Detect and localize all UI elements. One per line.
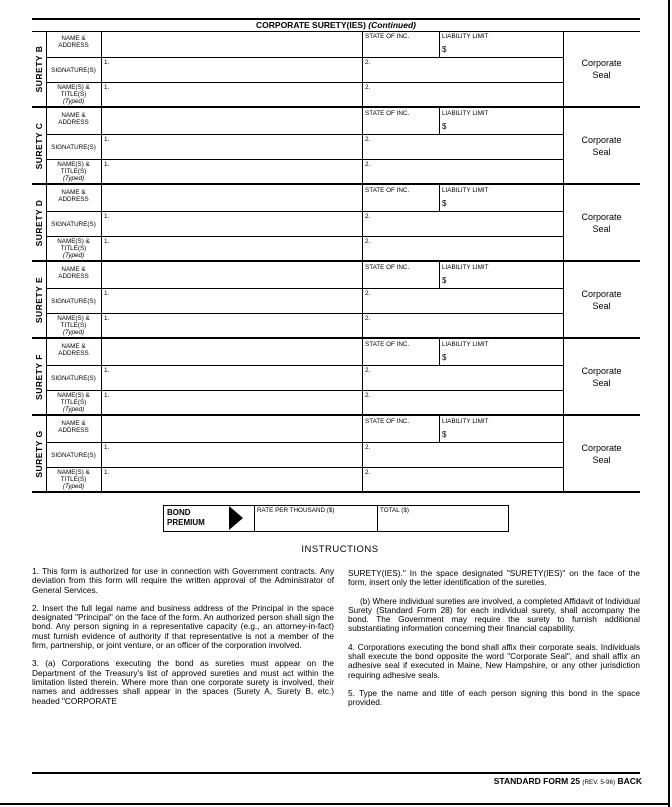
seal-text-1: Corporate: [581, 134, 622, 145]
corporate-seal-box: [563, 339, 640, 414]
surety-letter-cell: [32, 416, 46, 491]
surety-block-0: [32, 31, 640, 108]
surety-letter: SURETY F: [34, 354, 44, 400]
names-titles-label: NAME(S) & TITLE(S) (Typed): [57, 161, 90, 182]
corporate-seal-box: [563, 262, 640, 337]
bond-premium-label: BOND PREMIUM: [167, 508, 205, 527]
instruction-3a-continued: SURETY(IES)." In the space designated "SURETY(IES)" on the face of the form, insert only the letter identification of the sureties.: [348, 568, 640, 588]
footer-rule: [32, 772, 640, 774]
liability-limit-label: LIABILITY LIMIT: [442, 341, 489, 348]
surety-letter: SURETY C: [34, 122, 44, 170]
instruction-2: 2. Insert the full legal name and business address of the Principal in the space designated "Principal" on the face of the form. An authorized person shall sign the bond. Any person signing in a representative capacity (e.g., an attorney-in-fact) must furnish evidence of authority if that representative is not a member of the firm, partnership, or joint venture, or an officer of the corporation involved.: [32, 602, 334, 651]
liability-limit-label: LIABILITY LIMIT: [442, 264, 489, 271]
surety-block-1: [32, 108, 640, 185]
surety-letter: SURETY G: [34, 430, 44, 478]
surety-block-3: [32, 262, 640, 339]
corporate-seal-box: [563, 185, 640, 260]
surety-letter: SURETY B: [34, 45, 44, 93]
sureties-table: [32, 31, 640, 493]
instructions-left-column: [32, 567, 334, 715]
instruction-3a: 3. (a) Corporations executing the bond as sureties must appear on the Department of the Treasury's list of approved sureties and must act within the limitation listed therein. Where more than one corporate surety is involved, their names and addresses shall appear in the spaces (Surety A, Surety B, etc.) headed "CORPORATE: [32, 658, 334, 706]
bond-premium-box: [163, 505, 509, 532]
surety-letter-cell: [32, 31, 46, 106]
signature-1-number: 1.: [104, 290, 110, 297]
signature-1-number: 1.: [104, 213, 110, 220]
state-of-inc-label: STATE OF INC.: [365, 264, 410, 271]
name-2-number: 2.: [365, 392, 371, 399]
seal-text-2: Seal: [592, 69, 611, 80]
signatures-label: SIGNATURE(S): [51, 452, 96, 459]
corporate-seal-box: [563, 31, 640, 106]
form-number: STANDARD FORM 25: [493, 776, 581, 786]
seal-text-1: Corporate: [581, 365, 622, 376]
state-of-inc-label: STATE OF INC.: [365, 341, 410, 348]
surety-block-5: [32, 416, 640, 493]
liability-limit-label: LIABILITY LIMIT: [442, 110, 489, 117]
state-of-inc-label: STATE OF INC.: [365, 110, 410, 117]
name-1-number: 1.: [104, 469, 110, 476]
signatures-label: SIGNATURE(S): [51, 375, 96, 382]
signature-2-number: 2.: [365, 59, 371, 66]
signatures-label: SIGNATURE(S): [51, 144, 96, 151]
page-border-bottom: [0, 803, 670, 805]
state-of-inc-label: STATE OF INC.: [365, 418, 410, 425]
page-border-right: [668, 0, 670, 807]
name-1-number: 1.: [104, 238, 110, 245]
liability-dollar-sign: $: [442, 45, 447, 54]
form-footer: [494, 776, 642, 786]
seal-text-2: Seal: [592, 454, 611, 465]
corporate-seal-box: [563, 416, 640, 491]
seal-text-2: Seal: [592, 223, 611, 234]
liability-dollar-sign: $: [442, 353, 447, 362]
corporate-seal-box: [563, 108, 640, 183]
surety-letter-cell: [32, 262, 46, 337]
names-titles-label: NAME(S) & TITLE(S) (Typed): [57, 84, 90, 105]
instructions-title: INSTRUCTIONS: [301, 544, 379, 555]
name-address-label: NAME & ADDRESS: [58, 420, 89, 434]
signature-2-number: 2.: [365, 136, 371, 143]
name-2-number: 2.: [365, 161, 371, 168]
signatures-label: SIGNATURE(S): [51, 221, 96, 228]
signature-2-number: 2.: [365, 213, 371, 220]
seal-text-2: Seal: [592, 377, 611, 388]
seal-text-1: Corporate: [581, 211, 622, 222]
names-titles-label: NAME(S) & TITLE(S) (Typed): [57, 469, 90, 490]
signature-1-number: 1.: [104, 444, 110, 451]
names-titles-label: NAME(S) & TITLE(S) (Typed): [57, 392, 90, 413]
instruction-3b: (b) Where individual sureties are involved, a completed Affidavit of Individual Surety (Standard Form 28) for each individual surety, shall accompany the bond. The Government may require the surety to furnish additional substantiating information concerning their financial capability.: [348, 595, 640, 634]
names-titles-label: NAME(S) & TITLE(S) (Typed): [57, 315, 90, 336]
name-2-number: 2.: [365, 469, 371, 476]
surety-block-4: [32, 339, 640, 416]
liability-dollar-sign: $: [442, 199, 447, 208]
surety-letter: SURETY D: [34, 199, 44, 247]
signature-2-number: 2.: [365, 444, 371, 451]
signatures-label: SIGNATURE(S): [51, 67, 96, 74]
name-1-number: 1.: [104, 315, 110, 322]
signature-1-number: 1.: [104, 367, 110, 374]
instruction-4: 4. Corporations executing the bond shall affix their corporate seals. Individuals shall execute the bond opposite the word "Corporate Seal", and shall affix an adhesive seal if executed in Maine, New Hampshire, or any other jurisdiction requiring adhesive seals.: [348, 641, 640, 680]
name-address-label: NAME & ADDRESS: [58, 189, 89, 203]
liability-limit-label: LIABILITY LIMIT: [442, 33, 489, 40]
signature-1-number: 1.: [104, 136, 110, 143]
names-titles-label: NAME(S) & TITLE(S) (Typed): [57, 238, 90, 259]
section-title-continued: (Continued): [368, 20, 416, 30]
name-2-number: 2.: [365, 315, 371, 322]
name-address-label: NAME & ADDRESS: [58, 343, 89, 357]
instruction-5: 5. Type the name and title of each person signing this bond in the space provided.: [348, 687, 640, 708]
liability-limit-label: LIABILITY LIMIT: [442, 187, 489, 194]
signature-2-number: 2.: [365, 367, 371, 374]
triangle-arrow-icon: [229, 506, 243, 530]
signature-1-number: 1.: [104, 59, 110, 66]
state-of-inc-label: STATE OF INC.: [365, 33, 410, 40]
signatures-label: SIGNATURE(S): [51, 298, 96, 305]
name-2-number: 2.: [365, 238, 371, 245]
name-1-number: 1.: [104, 392, 110, 399]
liability-dollar-sign: $: [442, 430, 447, 439]
form-revision: (REV. 5-96): [582, 779, 616, 786]
seal-text-1: Corporate: [581, 442, 622, 453]
instructions-right-column: [348, 569, 640, 717]
total-label: TOTAL ($): [380, 507, 409, 514]
liability-limit-label: LIABILITY LIMIT: [442, 418, 489, 425]
seal-text-1: Corporate: [581, 57, 622, 68]
liability-dollar-sign: $: [442, 276, 447, 285]
seal-text-2: Seal: [592, 300, 611, 311]
name-1-number: 1.: [104, 84, 110, 91]
rate-per-thousand-label: RATE PER THOUSAND ($): [257, 507, 335, 514]
state-of-inc-label: STATE OF INC.: [365, 187, 410, 194]
surety-letter: SURETY E: [34, 276, 44, 324]
liability-dollar-sign: $: [442, 122, 447, 131]
surety-letter-cell: [32, 185, 46, 260]
surety-letter-cell: [32, 108, 46, 183]
name-address-label: NAME & ADDRESS: [58, 112, 89, 126]
form-side: BACK: [617, 776, 642, 786]
instruction-1: 1. This form is authorized for use in connection with Government contracts. Any deviation from this form will require the written approval of the Administrator of General Services.: [32, 566, 334, 595]
seal-text-2: Seal: [592, 146, 611, 157]
name-address-label: NAME & ADDRESS: [58, 35, 89, 49]
section-title-text: CORPORATE SURETY(IES): [256, 20, 366, 30]
surety-block-2: [32, 185, 640, 262]
surety-letter-cell: [32, 339, 46, 414]
signature-2-number: 2.: [365, 290, 371, 297]
seal-text-1: Corporate: [581, 288, 622, 299]
name-2-number: 2.: [365, 84, 371, 91]
name-address-label: NAME & ADDRESS: [58, 266, 89, 280]
name-1-number: 1.: [104, 161, 110, 168]
